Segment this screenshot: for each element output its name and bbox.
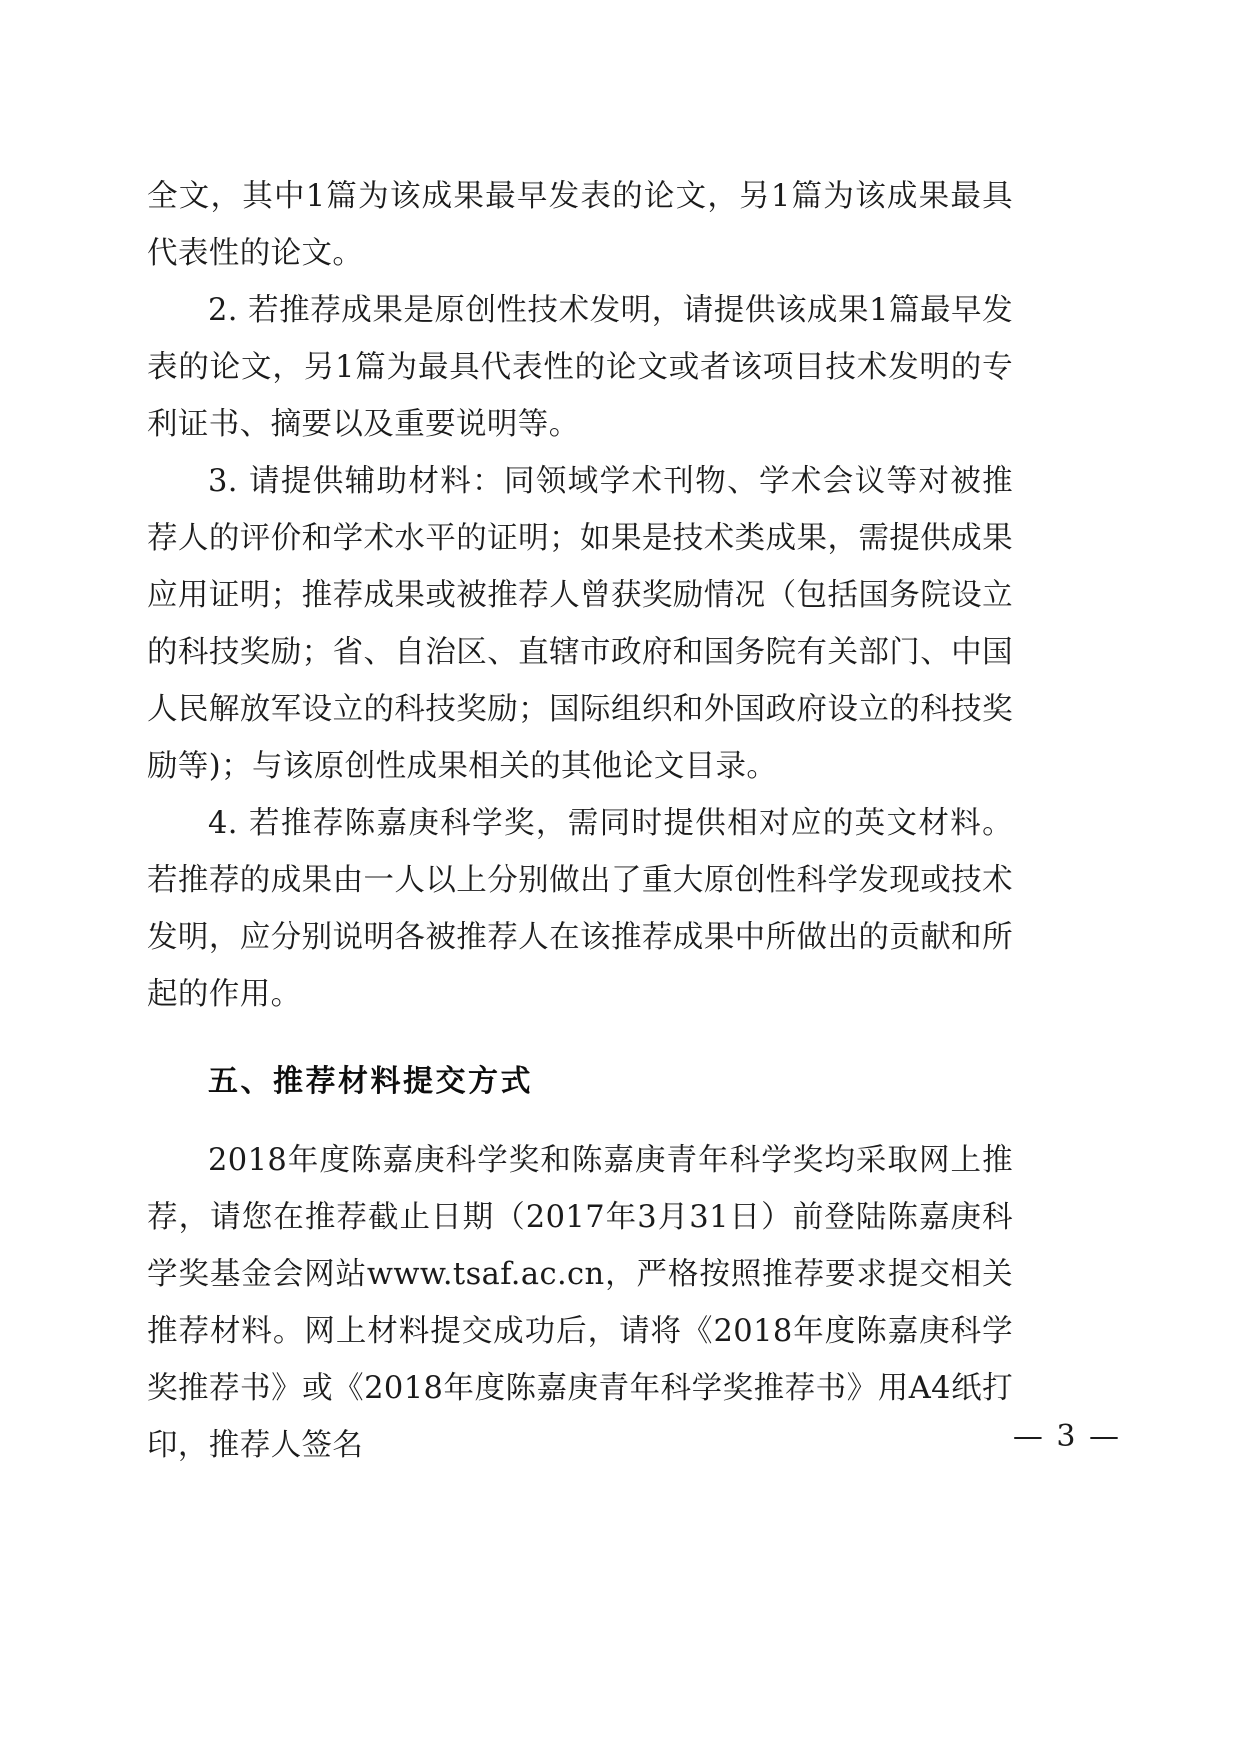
page-number: — 3 — bbox=[1012, 1419, 1121, 1454]
paragraph-item-3: 3. 请提供辅助材料：同领域学术刊物、学术会议等对被推荐人的评价和学术水平的证明；如果是技术类成果，需提供成果应用证明；推荐成果或被推荐人曾获奖励情况（包括国务院设立的科技奖励；省、自治区、直辖市政府和国务院有关部门、中国人民解放军设立的科技奖励；国际组织和外国政府设立的科技奖励等)；与该原创性成果相关的其他论文目录。 bbox=[147, 464, 1013, 784]
paragraph-item-2: 2. 若推荐成果是原创性技术发明，请提供该成果1篇最早发表的论文，另1篇为最具代表性的论文或者该项目技术发明的专利证书、摘要以及重要说明等。 bbox=[147, 293, 1013, 442]
paragraph-submission-method: 2018年度陈嘉庚科学奖和陈嘉庚青年科学奖均采取网上推荐，请您在推荐截止日期（2017年3月31日）前登陆陈嘉庚科学奖基金会网站www.tsaf.ac.cn，严格按照推荐要求提交相关推荐材料。网上材料提交成功后，请将《2018年度陈嘉庚科学奖推荐书》或《2018年度陈嘉庚青年科学奖推荐书》用A4纸打印，推荐人签名 bbox=[147, 1143, 1013, 1463]
document-body bbox=[147, 168, 1013, 1474]
paragraph-continued: 全文，其中1篇为该成果最早发表的论文，另1篇为该成果最具代表性的论文。 bbox=[147, 179, 1013, 271]
paragraph-item-4: 4. 若推荐陈嘉庚科学奖，需同时提供相对应的英文材料。若推荐的成果由一人以上分别做出了重大原创性科学发现或技术发明，应分别说明各被推荐人在该推荐成果中所做出的贡献和所起的作用。 bbox=[147, 806, 1013, 1012]
section-heading-five: 五、推荐材料提交方式 bbox=[208, 1064, 533, 1099]
